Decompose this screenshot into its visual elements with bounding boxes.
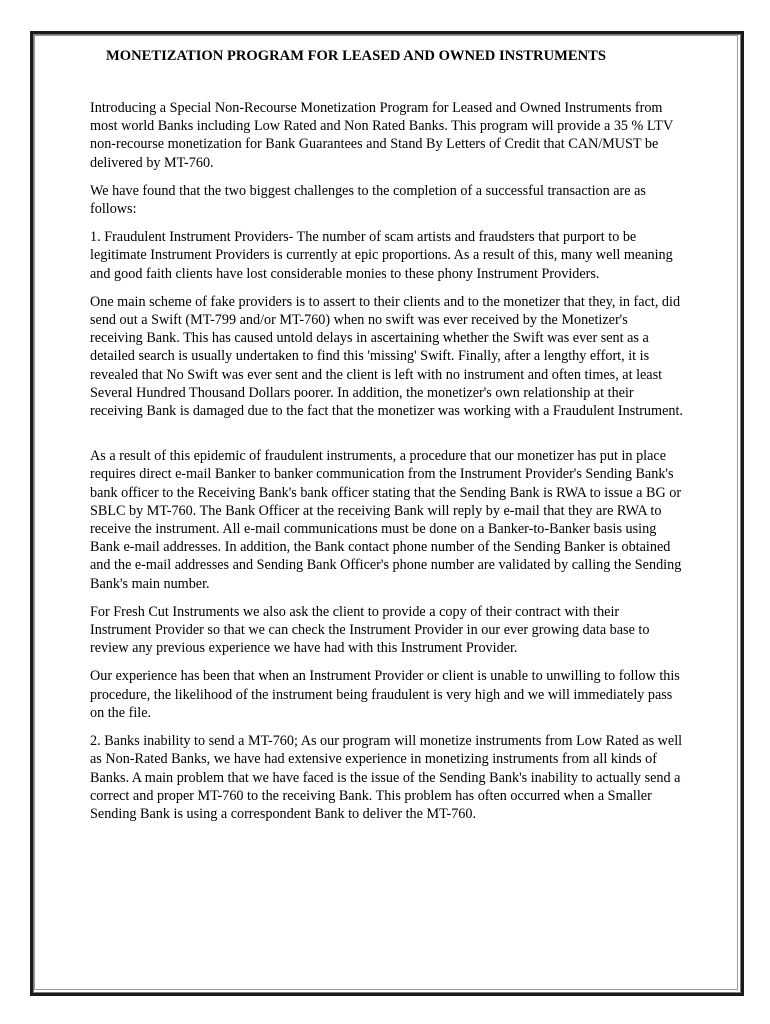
paragraph-fresh-cut: For Fresh Cut Instruments we also ask the client to provide a copy of their contract with their Instrument Provider so that we can check the Instrument Provider in our ever growing data base to review any previous experience we have had with this Instrument Provider. <box>90 603 650 657</box>
paragraph-introduction: Introducing a Special Non-Recourse Monetization Program for Leased and Owned Instruments from most world Banks including Low Rated and Non Rated Banks. This program will provide a 35 % LTV non-recourse monetization for Bank Guarantees and Stand By Letters of Credit that CAN/MUST be delivered by MT-760. <box>90 100 673 171</box>
paragraph-fake-provider-scheme: One main scheme of fake providers is to assert to their clients and to the monetizer that they, in fact, did send out a Swift (MT-799 and/or MT-760) when no swift was ever received by the Monetizer's receiving Bank. This has caused untold delays in ascertaining whether the Swift was ever sent as a detailed search is usually undertaken to find this 'missing' Swift. Finally, after a lengthy effort, it is revealed that No Swift was ever sent and the client is left with no instrument and often times, at least Several Hundred Thousand Dollars poorer. In addition, the monetizer's own relationship at their receiving Bank is damaged due to the fact that the monetizer was working with a Fraudulent Instrument. <box>90 293 683 420</box>
paragraph-fraudulent-providers: 1. Fraudulent Instrument Providers- The number of scam artists and fraudsters that purport to be legitimate Instrument Providers is currently at epic proportions. As a result of this, many well meaning and good faith clients have lost considerable monies to these phony Instrument Providers. <box>90 229 673 282</box>
document-body <box>90 47 684 823</box>
paragraph-experience: Our experience has been that when an Instrument Provider or client is unable to unwilling to follow this procedure, the likelihood of the instrument being fraudulent is very high and we will immediately pass on the file. <box>90 668 680 721</box>
paragraph-procedure: As a result of this epidemic of fraudulent instruments, a procedure that our monetizer has put in place requires direct e-mail Banker to banker communication from the Instrument Provider's Sending Bank's bank officer to the Receiving Bank's bank officer stating that the Sending Bank is RWA to issue a BG or SBLC by MT-760. The Bank Officer at the receiving Bank will reply by e-mail that they are RWA to receive the instrument. All e-mail communications must be done on a Banker-to-Banker basis using Bank e-mail addresses. In addition, the Bank contact phone number of the Sending Banker is obtained and the e-mail addresses and Sending Bank Officer's phone number are validated by calling the Sending Bank's main number. <box>90 448 682 592</box>
document-title: MONETIZATION PROGRAM FOR LEASED AND OWNED INSTRUMENTS <box>106 48 607 64</box>
paragraph-challenges: We have found that the two biggest challenges to the completion of a successful transaction are as follows: <box>90 182 646 218</box>
paragraph-mt760-inability: 2. Banks inability to send a MT-760; As our program will monetize instruments from Low Rated as well as Non-Rated Banks, we have had extensive experience in monetizing instruments from all kinds of Banks. A main problem that we have faced is the issue of the Sending Bank's inability to actually send a correct and proper MT-760 to the receiving Bank. This problem has often occurred when a Smaller Sending Bank is using a correspondent Bank to deliver the MT-760. <box>90 733 683 822</box>
